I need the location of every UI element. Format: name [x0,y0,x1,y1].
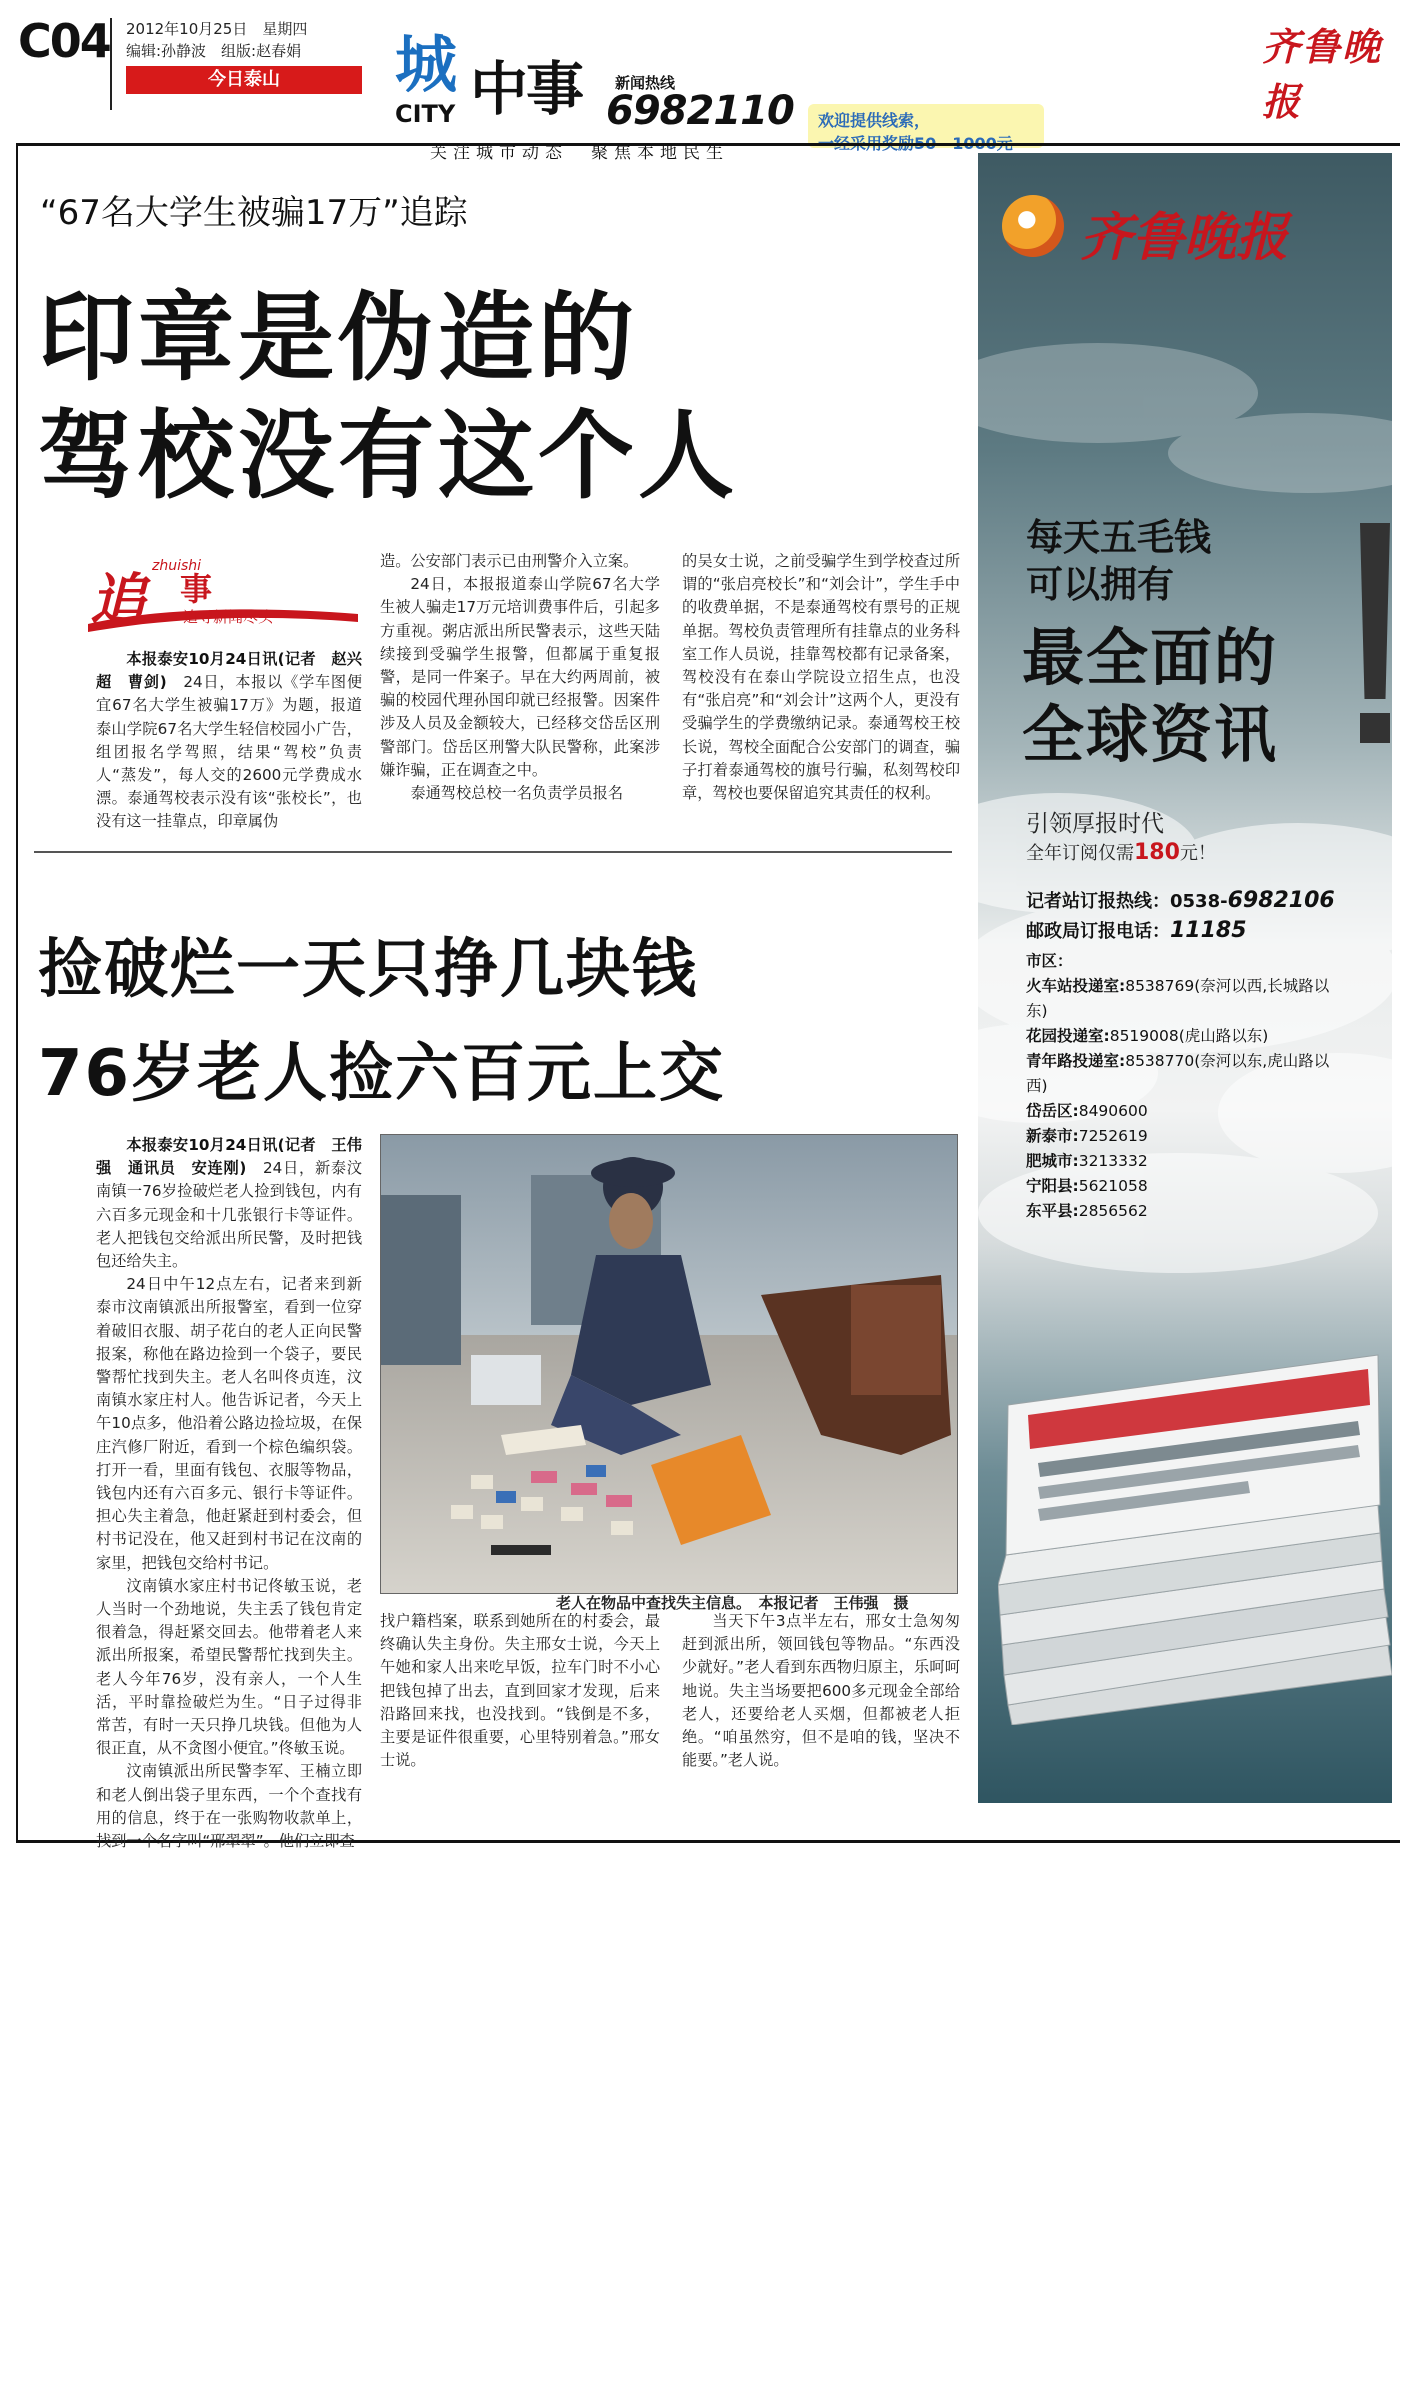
ad-price [1026,839,1216,865]
exclamation-icon [1358,523,1392,749]
ad-brand-name: 齐鲁晚报 [1080,207,1289,268]
story1-kicker: “67名大学生被骗17万”追踪 [40,193,468,233]
tip-reward-line2: 一经采用奖励50—1000元 [818,134,1013,153]
subscription-advertisement [978,153,1392,1803]
distribution-item: 火车站投递室:8538769(奈河以西,长城路以东) [1026,977,1330,1020]
newspaper-stack-icon [998,1345,1392,1725]
story1-column-2 [380,550,660,805]
brand-logo-icon [1002,195,1064,257]
ad-price-suffix: 元！ [1179,843,1216,864]
column-logo-city: CITY [395,100,456,128]
story1-col1-text: 24日，本报以《学车图便宜67名大学生被骗17万》为题，报道泰山学院67名大学生轻信校园小广告，组团报名学驾照，结果“驾校”负责人“蒸发”，每人交的2600元学费成水漂。泰通驾校表示没有该“张校长”，也没有这一挂靠点，印章属伪 [96,673,363,831]
photo-illustration [381,1135,958,1594]
ad-hotline-number: 6982106 [1227,888,1335,913]
ad-hotline-prefix: 0538- [1170,891,1228,912]
news-photo-elderly-man [380,1134,958,1594]
section-tag: 今日泰山 [126,66,362,94]
story1-col2-continuation: 造。公安部门表示已由刑警介入立案。 [380,552,639,570]
newspaper-brand: 齐鲁晚报 [1262,24,1383,124]
distribution-item: 东平县:2856562 [1026,1202,1148,1220]
story2-col1-paragraph: 汶南镇派出所民警李军、王楠立即和老人倒出袋子里东西，一个个查找有用的信息，终于在一张购物收款单上，找到一个名字叫“邢翠翠”。他们立即查 [96,1762,362,1851]
story2-col1-paragraph: 24日中午12点左右，记者来到新泰市汶南镇派出所报警室，看到一位穿着破旧衣服、胡子花白的老人正向民警报案，称他在路边捡到一个袋子，要民警帮忙找到失主。老人名叫佟贞连，汶南镇水家庄村人。他告诉记者，今天上午10点多，他沿着公路边捡垃圾，在保庄汽修厂附近，看到一个棕色编织袋。打开一看，里面有钱包、衣服等物品，钱包内还有六百多元、银行卡等证件。担心失主着急，他赶紧赶到村委会，但村书记没在，他又赶到村书记在汶南的家里，把钱包交给村书记。 [96,1275,362,1572]
story2-column-1 [96,1134,362,1853]
story2-col1-intro: 24日，新泰汶南镇一76岁捡破烂老人捡到钱包，内有六百多元现金和十几张银行卡等证件。老人把钱包交给派出所民警，及时把钱包还给失主。 [96,1159,362,1271]
story1-dateline: 本报泰安10月24日讯(记者 赵兴超 曹剑) [96,650,362,692]
zhuishi-column-logo [88,556,358,636]
story2-col1-paragraph: 汶南镇水家庄村书记佟敏玉说，老人当时一个劲地说，失主丢了钱包肯定很着急，得赶紧交回去。他带着老人来派出所报案，希望民警帮忙找到失主。老人今年76岁，没有亲人，一个人生活，平时靠捡破烂为生。“日子过得非常苦，有时一天只挣几块钱。但他为人很正直，从不贪图小便宜。”佟敏玉说。 [96,1576,362,1758]
ad-line-3: 最全面的 [1022,621,1279,694]
ad-line-1: 每天五毛钱 [1026,516,1211,559]
story2-headline-line2: 76岁老人捡六百元上交 [38,1037,726,1111]
distribution-item: 宁阳县:5621058 [1026,1177,1148,1195]
tip-reward-line1: 欢迎提供线索， [818,111,931,130]
ad-price-prefix: 全年订阅仅需 [1026,843,1134,864]
ad-post-office-phone [1026,917,1247,943]
ad-price-value: 180 [1134,840,1180,865]
story2-column-2 [380,1610,660,1772]
story2-dateline: 本报泰安10月24日讯(记者 王伟强 通讯员 安连刚) [96,1136,362,1178]
tip-reward-box [808,104,1044,153]
page-header [0,0,1417,163]
story2-col3-text: 当天下午3点半左右，邢女士急匆匆赶到派出所，领回钱包等物品。“东西没少就好。”老人看到东西物归原主，乐呵呵地说。失主当场要把600多元现金全部给老人，还要给老人买烟，但都被老人拒绝。“咱虽然穷，但不是咱的钱，坚决不能要。”老人说。 [682,1612,960,1770]
story1-headline-line2: 驾校没有这个人 [38,400,738,512]
story1-column-1 [96,648,362,834]
ad-hotline-label: 记者站订报热线： [1026,891,1170,912]
column-logo-zhongshi: 中事 [470,55,583,123]
ad-line-4: 全球资讯 [1022,698,1279,771]
issue-date: 2012年10月25日 星期四 [126,20,308,38]
distribution-city-label: 市区： [1026,952,1073,970]
story1-col3-text: 的吴女士说，之前受骗学生到学校查过所谓的“张启亮校长”和“刘会计”，学生手中的收费单据，不是泰通驾校有票号的正规单据。驾校负责管理所有挂靠点的业务科室工作人员说，挂靠驾校都有记录备案，驾校没有在泰山学院设立招生点，也没有“张启亮”和“刘会计”这两个人，更没有受骗学生的学费缴纳记录。泰通驾校王校长说，驾校全面配合公安部门的调查，骗子打着泰通驾校的旗号行骗，私刻驾校印章，驾校也要保留追究其责任的权利。 [682,552,960,803]
story-divider [34,851,952,853]
photo-caption: 老人在物品中查找失主信息。 本报记者 王伟强 摄 [556,1594,909,1612]
story1-col2-paragraph: 24日，本报报道泰山学院67名大学生被人骗走17万元培训费事件后，引起多方重视。粥店派出所民警表示，这些天陆续接到受骗学生报警，但都属于重复报警，是同一件案子。早在大约两周前，被骗的校园代理孙国印就已经报警。因案件涉及人员及金额较大，已经移交岱岳区刑警部门。岱岳区刑警大队民警称，此案涉嫌诈骗，正在调查之中。 [380,575,660,779]
ad-post-number: 11185 [1170,918,1247,943]
distribution-item: 青年路投递室:8538770(奈河以东,虎山路以西) [1026,1052,1330,1095]
zhuishi-logo-char2: 事 [180,570,213,608]
header-divider [110,18,112,110]
story2-column-3 [682,1610,960,1772]
zhuishi-logo-pinyin: zhuishi [152,558,202,574]
story2-headline-line1: 捡破烂一天只挣几块钱 [38,933,698,1007]
ad-subscription-hotline [1026,887,1335,913]
distribution-item: 新泰市:7252619 [1026,1127,1148,1145]
ad-slogan: 引领厚报时代 [1026,811,1164,837]
hotline-label: 新闻热线 [615,74,676,92]
story1-column-3 [682,550,960,805]
distribution-list [1026,949,1346,1224]
story1-headline-line1: 印章是伪造的 [38,282,638,394]
distribution-item: 花园投递室:8519008(虎山路以东) [1026,1027,1269,1045]
ad-post-label: 邮政局订报电话： [1026,921,1170,942]
ad-line-2: 可以拥有 [1026,563,1174,606]
zhuishi-logo-subtitle: 追寻新闻尽头 [183,608,274,626]
column-logo-cheng: 城 [395,28,458,101]
hotline-number: 6982110 [606,88,794,134]
story2-col2-text: 找户籍档案，联系到她所在的村委会，最终确认失主身份。失主邢女士说，今天上午她和家人出来吃早饭，拉车门时不小心把钱包掉了出去，直到回家才发现，后来沿路回来找，也没找到。“钱倒是不多，主要是证件很重要，心里特别着急。”邢女士说。 [380,1612,660,1770]
story1-col2-paragraph: 泰通驾校总校一名负责学员报名 [410,784,624,803]
distribution-item: 岱岳区:8490600 [1026,1102,1148,1120]
page-number: C04 [18,14,110,68]
zhuishi-logo-char: 追 [90,567,146,633]
distribution-item: 肥城市:3213332 [1026,1152,1148,1170]
editor-credits: 编辑:孙静波 组版:赵春娟 [126,42,302,60]
column-tagline: 关注城市动态 聚焦本地民生 [430,143,729,163]
